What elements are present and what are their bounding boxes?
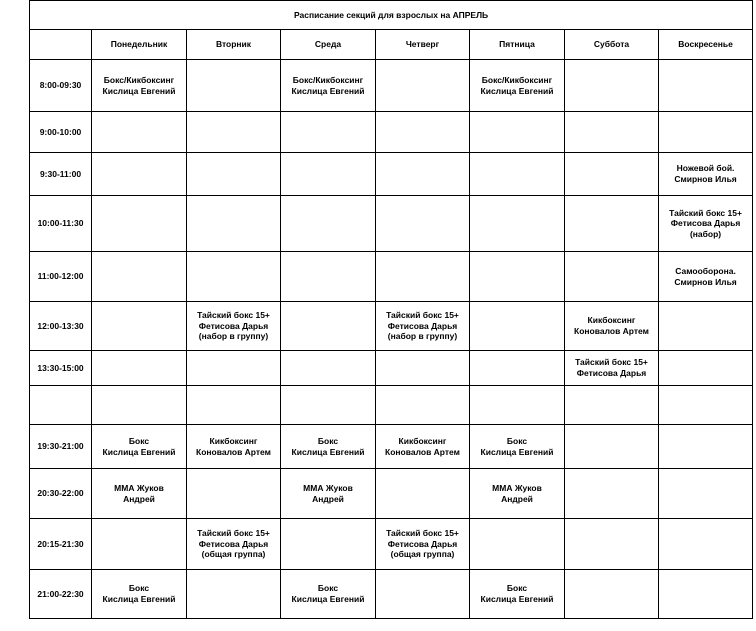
class-cell-monday (92, 252, 187, 302)
class-cell-monday: Бокс/Кикбоксинг Кислица Евгений (92, 60, 187, 112)
class-cell-saturday (565, 60, 659, 112)
class-cell-saturday (565, 196, 659, 252)
title-row (30, 1, 753, 30)
class-cell-sunday (659, 425, 753, 469)
class-cell-tuesday: Тайский бокс 15+ Фетисова Дарья (набор в группу) (187, 302, 281, 351)
schedule-table (29, 0, 753, 619)
schedule-row (30, 60, 753, 112)
class-cell-wednesday (281, 351, 376, 386)
class-cell-sunday (659, 469, 753, 519)
class-cell-saturday: Кикбоксинг Коновалов Артем (565, 302, 659, 351)
class-cell-thursday (376, 386, 470, 425)
class-cell-wednesday: Бокс Кислица Евгений (281, 570, 376, 619)
schedule-row (30, 386, 753, 425)
day-header-wednesday: Среда (281, 30, 376, 60)
class-cell-saturday (565, 519, 659, 570)
class-cell-thursday (376, 112, 470, 153)
schedule-row (30, 519, 753, 570)
class-cell-tuesday (187, 60, 281, 112)
class-cell-sunday (659, 519, 753, 570)
class-cell-friday: Бокс Кислица Евгений (470, 570, 565, 619)
class-cell-friday (470, 351, 565, 386)
class-cell-thursday (376, 196, 470, 252)
class-cell-friday: Бокс/Кикбоксинг Кислица Евгений (470, 60, 565, 112)
class-cell-tuesday (187, 570, 281, 619)
class-cell-friday (470, 302, 565, 351)
time-slot: 20:15-21:30 (30, 519, 92, 570)
class-cell-monday (92, 302, 187, 351)
class-cell-sunday (659, 570, 753, 619)
time-slot: 9:30-11:00 (30, 153, 92, 196)
class-cell-monday (92, 519, 187, 570)
time-slot: 8:00-09:30 (30, 60, 92, 112)
class-cell-thursday: Кикбоксинг Коновалов Артем (376, 425, 470, 469)
class-cell-thursday (376, 570, 470, 619)
class-cell-saturday (565, 153, 659, 196)
time-slot: 21:00-22:30 (30, 570, 92, 619)
class-cell-saturday (565, 570, 659, 619)
class-cell-thursday (376, 60, 470, 112)
class-cell-thursday (376, 351, 470, 386)
class-cell-friday (470, 386, 565, 425)
class-cell-wednesday: Бокс Кислица Евгений (281, 425, 376, 469)
day-header-monday: Понедельник (92, 30, 187, 60)
schedule-row (30, 252, 753, 302)
day-header-thursday: Четверг (376, 30, 470, 60)
class-cell-sunday: Ножевой бой. Смирнов Илья (659, 153, 753, 196)
class-cell-saturday (565, 112, 659, 153)
class-cell-thursday: Тайский бокс 15+ Фетисова Дарья (набор в группу) (376, 302, 470, 351)
class-cell-sunday (659, 351, 753, 386)
class-cell-sunday (659, 302, 753, 351)
time-slot: 10:00-11:30 (30, 196, 92, 252)
class-cell-monday (92, 386, 187, 425)
class-cell-tuesday (187, 469, 281, 519)
time-slot: 19:30-21:00 (30, 425, 92, 469)
class-cell-friday (470, 112, 565, 153)
schedule-row (30, 469, 753, 519)
day-header-tuesday: Вторник (187, 30, 281, 60)
class-cell-friday (470, 153, 565, 196)
class-cell-monday (92, 112, 187, 153)
day-header-saturday: Суббота (565, 30, 659, 60)
time-slot: 11:00-12:00 (30, 252, 92, 302)
class-cell-wednesday (281, 386, 376, 425)
time-slot: 20:30-22:00 (30, 469, 92, 519)
class-cell-monday (92, 153, 187, 196)
class-cell-sunday: Самооборона. Смирнов Илья (659, 252, 753, 302)
schedule-title: Расписание секций для взрослых на АПРЕЛЬ (30, 1, 753, 30)
class-cell-wednesday (281, 153, 376, 196)
schedule-row (30, 351, 753, 386)
class-cell-saturday: Тайский бокс 15+ Фетисова Дарья (565, 351, 659, 386)
class-cell-wednesday: ММА Жуков Андрей (281, 469, 376, 519)
class-cell-sunday: Тайский бокс 15+ Фетисова Дарья (набор) (659, 196, 753, 252)
time-slot: 12:00-13:30 (30, 302, 92, 351)
class-cell-friday: ММА Жуков Андрей (470, 469, 565, 519)
class-cell-sunday (659, 60, 753, 112)
class-cell-tuesday (187, 153, 281, 196)
class-cell-thursday: Тайский бокс 15+ Фетисова Дарья (общая группа) (376, 519, 470, 570)
class-cell-friday (470, 252, 565, 302)
schedule-row (30, 425, 753, 469)
class-cell-monday (92, 351, 187, 386)
time-slot (30, 386, 92, 425)
class-cell-sunday (659, 112, 753, 153)
class-cell-thursday (376, 252, 470, 302)
class-cell-thursday (376, 469, 470, 519)
schedule-row (30, 112, 753, 153)
class-cell-wednesday (281, 252, 376, 302)
class-cell-monday (92, 196, 187, 252)
class-cell-friday (470, 519, 565, 570)
class-cell-wednesday: Бокс/Кикбоксинг Кислица Евгений (281, 60, 376, 112)
day-header-sunday: Воскресенье (659, 30, 753, 60)
corner-cell (30, 30, 92, 60)
class-cell-thursday (376, 153, 470, 196)
time-slot: 13:30-15:00 (30, 351, 92, 386)
class-cell-monday: Бокс Кислица Евгений (92, 425, 187, 469)
schedule-row (30, 302, 753, 351)
class-cell-wednesday (281, 112, 376, 153)
class-cell-friday: Бокс Кислица Евгений (470, 425, 565, 469)
class-cell-tuesday: Тайский бокс 15+ Фетисова Дарья (общая группа) (187, 519, 281, 570)
class-cell-saturday (565, 469, 659, 519)
class-cell-wednesday (281, 519, 376, 570)
class-cell-tuesday (187, 386, 281, 425)
class-cell-tuesday (187, 351, 281, 386)
class-cell-saturday (565, 252, 659, 302)
day-header-friday: Пятница (470, 30, 565, 60)
schedule-row (30, 196, 753, 252)
time-slot: 9:00-10:00 (30, 112, 92, 153)
schedule-row (30, 153, 753, 196)
header-row (30, 30, 753, 60)
class-cell-monday: ММА Жуков Андрей (92, 469, 187, 519)
class-cell-wednesday (281, 196, 376, 252)
class-cell-tuesday (187, 196, 281, 252)
class-cell-friday (470, 196, 565, 252)
class-cell-monday: Бокс Кислица Евгений (92, 570, 187, 619)
class-cell-saturday (565, 386, 659, 425)
class-cell-saturday (565, 425, 659, 469)
schedule-row (30, 570, 753, 619)
class-cell-wednesday (281, 302, 376, 351)
class-cell-tuesday (187, 112, 281, 153)
class-cell-tuesday (187, 252, 281, 302)
class-cell-sunday (659, 386, 753, 425)
class-cell-tuesday: Кикбоксинг Коновалов Артем (187, 425, 281, 469)
